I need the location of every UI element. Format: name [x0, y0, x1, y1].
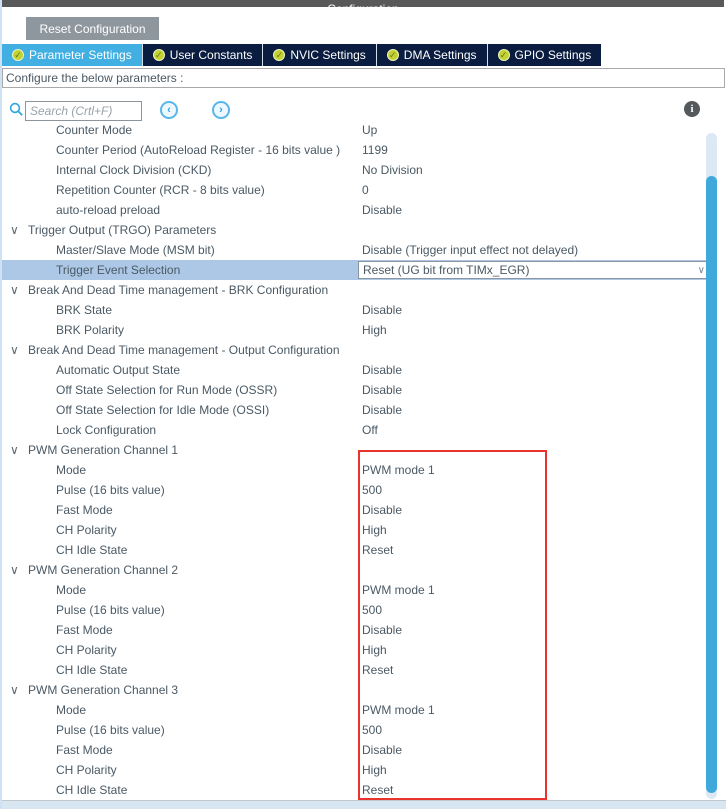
- tab-label: User Constants: [169, 48, 253, 62]
- param-row[interactable]: [2, 460, 708, 480]
- tab-dma-settings[interactable]: [376, 44, 487, 66]
- param-label: Pulse (16 bits value): [56, 723, 165, 737]
- param-row[interactable]: [2, 160, 708, 180]
- param-label: Off State Selection for Idle Mode (OSSI): [56, 403, 270, 417]
- vertical-scrollbar-track[interactable]: [706, 133, 717, 799]
- param-label: Pulse (16 bits value): [56, 483, 165, 497]
- search-icon: [9, 102, 24, 122]
- param-label: Internal Clock Division (CKD): [56, 163, 212, 177]
- param-value[interactable]: 500: [362, 723, 383, 737]
- settings-tabs: [2, 44, 601, 66]
- param-row[interactable]: [2, 300, 708, 320]
- param-value[interactable]: Disable: [362, 503, 403, 517]
- param-label: Fast Mode: [56, 743, 113, 757]
- section-label: Break And Dead Time management - Output Configuration: [28, 343, 340, 357]
- param-row[interactable]: [2, 500, 708, 520]
- tab-check-icon: ✓: [153, 49, 165, 61]
- section-label: PWM Generation Channel 2: [28, 563, 179, 577]
- param-row[interactable]: [2, 600, 708, 620]
- param-value[interactable]: 1199: [362, 143, 388, 157]
- combobox-value: Reset (UG bit from TIMx_EGR): [363, 263, 530, 277]
- chevron-down-icon[interactable]: ∨: [10, 223, 19, 237]
- param-label: Counter Mode: [56, 123, 133, 137]
- param-value[interactable]: Reset: [362, 783, 394, 797]
- section-label: PWM Generation Channel 3: [28, 683, 179, 697]
- param-value-combobox[interactable]: [358, 261, 712, 279]
- param-row[interactable]: [2, 760, 708, 780]
- section-row[interactable]: [2, 560, 708, 580]
- search-previous-button[interactable]: [160, 101, 178, 119]
- tab-check-icon: ✓: [273, 49, 285, 61]
- param-row[interactable]: [2, 620, 708, 640]
- param-label: CH Idle State: [56, 783, 128, 797]
- param-value[interactable]: High: [362, 763, 387, 777]
- vertical-scrollbar-thumb[interactable]: [706, 176, 717, 793]
- chevron-right-icon: ›: [219, 103, 223, 116]
- param-row[interactable]: [2, 700, 708, 720]
- param-row[interactable]: [2, 360, 708, 380]
- panel-title: Configuration: [327, 2, 399, 16]
- param-row[interactable]: [2, 740, 708, 760]
- param-value[interactable]: Disable: [362, 303, 403, 317]
- tab-nvic-settings[interactable]: [262, 44, 375, 66]
- search-input[interactable]: [25, 101, 142, 121]
- param-label: Master/Slave Mode (MSM bit): [56, 243, 215, 257]
- param-row[interactable]: [2, 780, 708, 800]
- param-value[interactable]: Up: [362, 123, 378, 137]
- param-row[interactable]: [2, 320, 708, 340]
- param-label: Pulse (16 bits value): [56, 603, 165, 617]
- param-label: auto-reload preload: [56, 203, 161, 217]
- section-row[interactable]: [2, 340, 708, 360]
- param-label: Automatic Output State: [56, 363, 181, 377]
- parameter-list: [2, 123, 708, 800]
- param-label: Repetition Counter (RCR - 8 bits value): [56, 183, 265, 197]
- tab-label: GPIO Settings: [514, 48, 592, 62]
- info-icon[interactable]: i: [684, 101, 700, 117]
- param-row[interactable]: [2, 520, 708, 540]
- tab-check-icon: ✓: [12, 49, 24, 61]
- configure-parameters-header: [2, 68, 725, 88]
- param-label: CH Polarity: [56, 523, 117, 537]
- chevron-left-icon: ‹: [167, 103, 171, 116]
- param-value[interactable]: High: [362, 523, 387, 537]
- param-label: Fast Mode: [56, 623, 113, 637]
- param-row[interactable]: [2, 260, 708, 280]
- search-next-button[interactable]: [212, 101, 230, 119]
- param-label: Off State Selection for Run Mode (OSSR): [56, 383, 278, 397]
- param-value[interactable]: Reset: [362, 663, 394, 677]
- param-row[interactable]: [2, 720, 708, 740]
- param-value[interactable]: 0: [362, 183, 369, 197]
- param-value[interactable]: Disable: [362, 403, 403, 417]
- section-row[interactable]: [2, 280, 708, 300]
- param-row[interactable]: [2, 140, 708, 160]
- chevron-down-icon[interactable]: ∨: [10, 683, 19, 697]
- param-value[interactable]: PWM mode 1: [362, 583, 435, 597]
- param-row[interactable]: [2, 180, 708, 200]
- param-label: BRK Polarity: [56, 323, 125, 337]
- param-value[interactable]: PWM mode 1: [362, 703, 435, 717]
- param-label: Lock Configuration: [56, 423, 157, 437]
- param-label: CH Polarity: [56, 763, 117, 777]
- tab-gpio-settings[interactable]: [487, 44, 602, 66]
- section-row[interactable]: [2, 220, 708, 240]
- chevron-down-icon[interactable]: ∨: [697, 264, 705, 276]
- param-row[interactable]: [2, 640, 708, 660]
- tab-parameter-settings[interactable]: [2, 44, 142, 66]
- param-row[interactable]: [2, 540, 708, 560]
- param-label: BRK State: [56, 303, 113, 317]
- param-label: CH Idle State: [56, 663, 128, 677]
- param-label: CH Polarity: [56, 643, 117, 657]
- section-label: PWM Generation Channel 1: [28, 443, 179, 457]
- param-row[interactable]: [2, 660, 708, 680]
- chevron-down-icon[interactable]: ∨: [10, 343, 19, 357]
- param-value[interactable]: Disable: [362, 383, 403, 397]
- param-label: Mode: [56, 583, 87, 597]
- param-row[interactable]: [2, 120, 708, 140]
- param-label: Counter Period (AutoReload Register - 16 bits value ): [56, 143, 341, 157]
- param-value[interactable]: Disable: [362, 203, 403, 217]
- panel-titlebar: [2, 0, 724, 16]
- chevron-down-icon[interactable]: ∨: [10, 283, 19, 297]
- param-row[interactable]: [2, 200, 708, 220]
- param-value[interactable]: 500: [362, 603, 383, 617]
- tab-check-icon: ✓: [498, 49, 510, 61]
- param-value[interactable]: 500: [362, 483, 383, 497]
- tab-label: NVIC Settings: [290, 48, 366, 62]
- tab-label: Parameter Settings: [29, 48, 132, 62]
- param-value[interactable]: High: [362, 323, 387, 337]
- param-value[interactable]: PWM mode 1: [362, 463, 435, 477]
- param-value[interactable]: No Division: [362, 163, 423, 177]
- param-row[interactable]: [2, 400, 708, 420]
- section-row[interactable]: [2, 440, 708, 460]
- param-label: Mode: [56, 463, 87, 477]
- param-value[interactable]: Disable: [362, 623, 403, 637]
- param-value[interactable]: High: [362, 643, 387, 657]
- param-value[interactable]: Reset: [362, 543, 394, 557]
- param-label: Trigger Event Selection: [56, 263, 181, 277]
- configure-parameters-label: Configure the below parameters :: [6, 71, 184, 85]
- param-value[interactable]: Off: [362, 423, 378, 437]
- tab-check-icon: ✓: [387, 49, 399, 61]
- section-label: Trigger Output (TRGO) Parameters: [28, 223, 217, 237]
- param-value[interactable]: Disable (Trigger input effect not delayed): [362, 243, 579, 257]
- param-label: Mode: [56, 703, 87, 717]
- section-label: Break And Dead Time management - BRK Configuration: [28, 283, 329, 297]
- section-row[interactable]: [2, 680, 708, 700]
- param-row[interactable]: [2, 420, 708, 440]
- param-value[interactable]: Disable: [362, 743, 403, 757]
- param-row[interactable]: [2, 580, 708, 600]
- reset-configuration-button[interactable]: Reset Configuration: [26, 17, 159, 40]
- param-label: CH Idle State: [56, 543, 128, 557]
- tab-label: DMA Settings: [403, 48, 477, 62]
- param-row[interactable]: [2, 240, 708, 260]
- chevron-down-icon[interactable]: ∨: [10, 563, 19, 577]
- bottom-scrollbar-strip: [2, 800, 726, 809]
- param-row[interactable]: [2, 480, 708, 500]
- param-value[interactable]: Disable: [362, 363, 403, 377]
- chevron-down-icon[interactable]: ∨: [10, 443, 19, 457]
- param-row[interactable]: [2, 380, 708, 400]
- tab-user-constants[interactable]: [142, 44, 263, 66]
- param-label: Fast Mode: [56, 503, 113, 517]
